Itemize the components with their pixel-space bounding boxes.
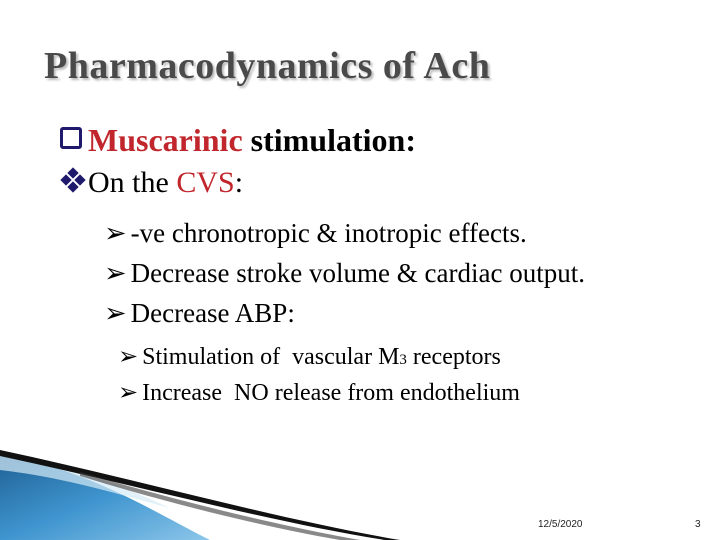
bullet-item [104, 258, 585, 289]
subheading-suffix: : [234, 166, 244, 199]
bullet-text: Decrease ABP: [130, 298, 295, 328]
subbullet-text: Stimulation of vascular M [142, 344, 400, 370]
diamond-bullet-icon [60, 168, 86, 192]
subbullet-item [118, 378, 520, 407]
subscript-text: 3 [399, 352, 407, 368]
slide-title: Pharmacodynamics of Ach [44, 45, 491, 87]
bullet-item [104, 298, 295, 329]
subheading-line [60, 166, 243, 200]
subbullet-text-suffix: receptors [406, 344, 501, 370]
subheading-highlight: CVS [176, 166, 235, 199]
arrow-bullet-icon: ➢ [104, 258, 127, 288]
arrow-bullet-icon: ➢ [118, 380, 139, 406]
subbullet-item [118, 342, 501, 371]
bullet-text: Decrease stroke volume & cardiac output. [130, 258, 585, 288]
bullet-item [104, 218, 527, 249]
bullet-text: -ve chronotropic & inotropic effects. [130, 218, 527, 248]
heading-line [60, 122, 416, 159]
arrow-bullet-icon: ➢ [104, 218, 127, 248]
footer-date: 12/5/2020 [538, 519, 583, 530]
heading-highlight: Muscarinic [88, 122, 243, 158]
subheading-prefix: On the [88, 166, 177, 199]
checkbox-bullet-icon [60, 127, 82, 149]
decorative-wave [0, 440, 420, 540]
subbullet-text: Increase NO release from endothelium [142, 380, 520, 406]
heading-rest: stimulation: [242, 122, 416, 158]
arrow-bullet-icon: ➢ [118, 344, 139, 370]
footer-page-number: 3 [695, 519, 701, 530]
arrow-bullet-icon: ➢ [104, 298, 127, 328]
